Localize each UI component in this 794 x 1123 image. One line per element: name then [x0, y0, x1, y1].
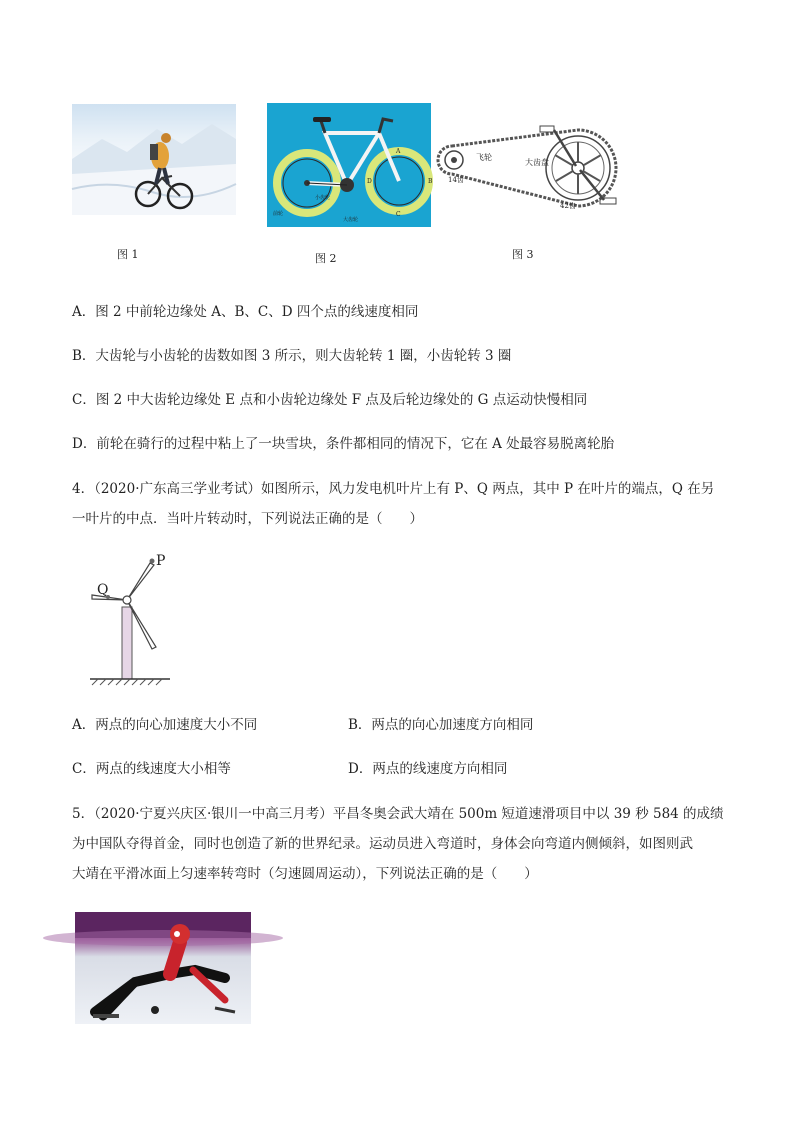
fig3-label-bigplate: 大齿盘: [525, 158, 549, 167]
q5-stem-line3: 大靖在平滑冰面上匀速率转弯时（匀速圆周运动），下列说法正确的是（ ）: [72, 866, 538, 882]
q4-option-a: A．两点的向心加速度大小不同: [72, 717, 258, 733]
q4-stem-line2: 一叶片的中点．当叶片转动时，下列说法正确的是（ ）: [72, 511, 423, 527]
figure-3-caption: 图 3: [512, 248, 534, 261]
q4-stem-line1: 4．（2020·广东高三学业考试）如图所示，风力发电机叶片上有 P、Q 两点，其中 P 在叶片的端点，Q 在另: [72, 481, 715, 497]
turbine-label-q: Q: [97, 582, 109, 598]
fig2-label-big: 大齿轮: [343, 217, 359, 223]
figure-2-bicycle: [267, 103, 431, 227]
q3-option-d: D．前轮在骑行的过程中粘上了一块雪块，条件都相同的情况下，它在 A 处最容易脱离轮胎: [72, 436, 615, 452]
fig2-label-a: A: [396, 148, 401, 155]
fig3-label-14: 14齿: [448, 176, 464, 184]
figure-2-caption: 图 2: [315, 252, 337, 265]
figure-1-caption: 图 1: [117, 248, 139, 261]
q4-option-c: C．两点的线速度大小相等: [72, 761, 231, 777]
q3-option-a: A．图 2 中前轮边缘处 A、B、C、D 四个点的线速度相同: [72, 304, 419, 320]
q3-option-c: C．图 2 中大齿轮边缘处 E 点和小齿轮边缘处 F 点及后轮边缘处的 G 点运动快慢相同: [72, 392, 588, 408]
fig2-label-front: 前轮: [273, 211, 284, 217]
wind-turbine-figure: [90, 555, 190, 687]
q5-stem-line2: 为中国队夺得首金，同时也创造了新的世界纪录。运动员进入弯道时，身体会向弯道内侧倾斜，如图则武: [72, 836, 693, 852]
fig2-label-d: D: [367, 178, 372, 185]
figure-3-chain-diagram: [440, 124, 620, 214]
fig3-label-42: 42齿: [560, 202, 576, 210]
q5-stem-line1: 5．（2020·宁夏兴庆区·银川一中高三月考）平昌冬奥会武大靖在 500m 短道速滑项目中以 39 秒 584 的成绩: [72, 806, 724, 822]
speed-skater-photo: [75, 912, 251, 1024]
q4-option-b: B．两点的向心加速度方向相同: [348, 717, 534, 733]
q3-option-b: B．大齿轮与小齿轮的齿数如图 3 所示，则大齿轮转 1 圈，小齿轮转 3 圈: [72, 348, 512, 364]
fig2-label-small: 小齿轮: [315, 195, 331, 201]
fig2-label-b: B: [428, 178, 433, 185]
fig2-label-c: C: [396, 211, 401, 218]
q4-option-d: D．两点的线速度方向相同: [348, 761, 508, 777]
figure-1-photo: [72, 104, 236, 215]
fig3-label-fly: 飞轮: [476, 153, 492, 162]
turbine-label-p: P: [156, 553, 166, 569]
